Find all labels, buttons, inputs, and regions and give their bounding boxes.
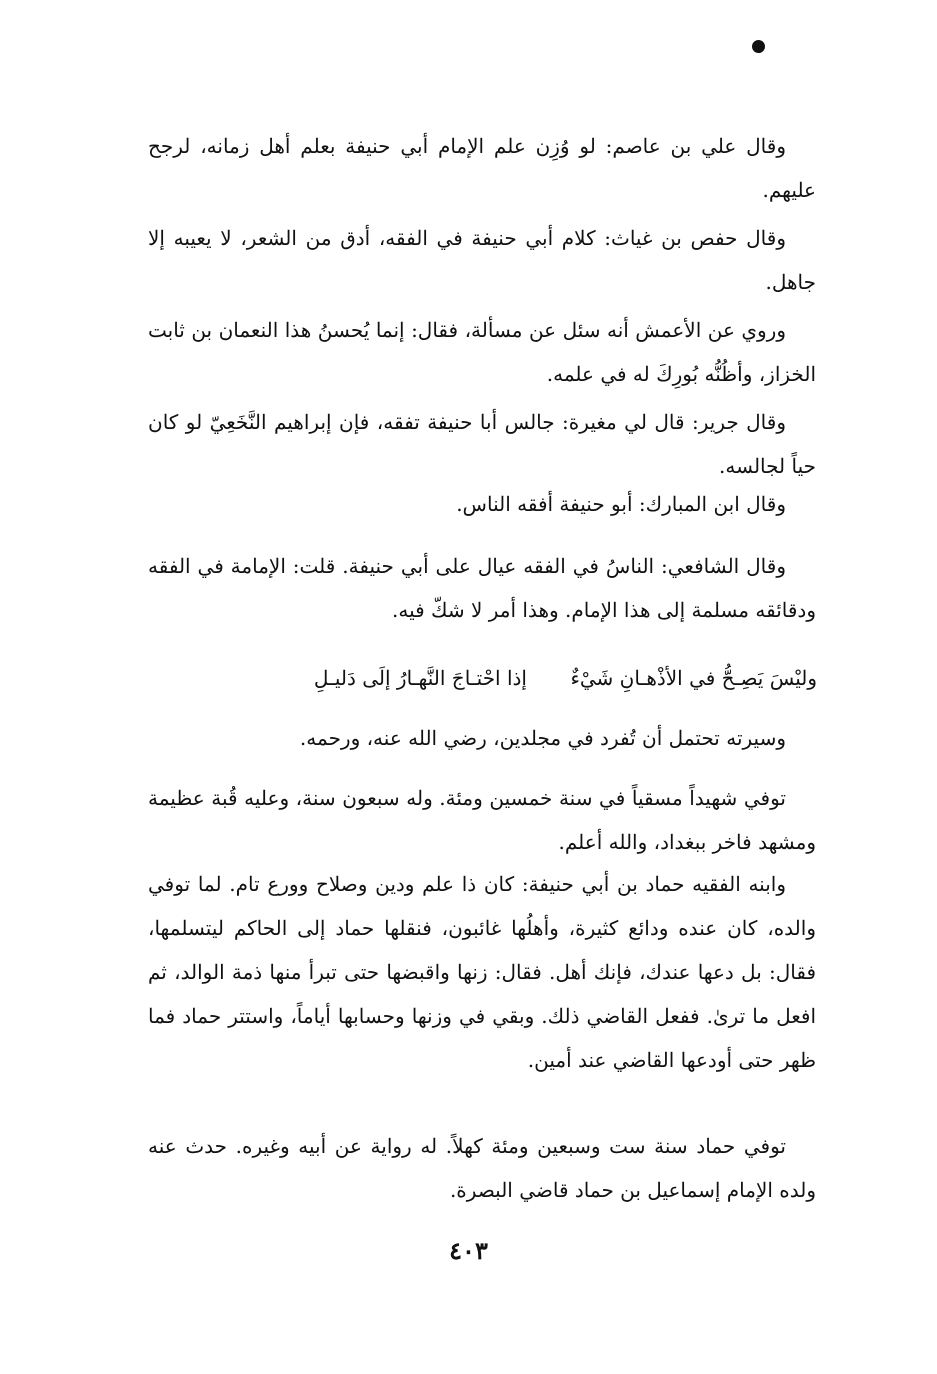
paragraph-jarir: وقال جرير: قال لي مغيرة: جالس أبا حنيفة تفقه، فإن إبراهيم النَّخَعِيّ لو كان حياً لجالسه. xyxy=(148,410,816,478)
paragraph-al-shafii: وقال الشافعي: الناسُ في الفقه عيال على أبي حنيفة. قلت: الإمامة في الفقه ودقائقه مسلمة إلى هذا الإمام. وهذا أمر لا شكّ فيه. xyxy=(148,554,816,622)
paragraph-biography: وسيرته تحتمل أن تُفرد في مجلدين، رضي الله عنه، ورحمه. xyxy=(299,726,786,750)
paragraph-death: توفي شهيداً مسقياً في سنة خمسين ومئة. وله سبعون سنة، وعليه قُبة عظيمة ومشهد فاخر ببغداد، والله أعلم. xyxy=(148,786,816,854)
paragraph-al-amash: وروي عن الأعمش أنه سئل عن مسألة، فقال: إنما يُحسنُ هذا النعمان بن ثابت الخزاز، وأظُنُّه بُورِكَ له في علمه. xyxy=(148,318,816,386)
paragraph-hammad-death: توفي حماد سنة ست وسبعين ومئة كهلاً. له رواية عن أبيه وغيره. حدث عنه ولده الإمام إسماعيل بن حماد قاضي البصرة. xyxy=(148,1134,816,1202)
verse-hemistich-first: وليْسَ يَصِـحُّ في الأذْهـانِ شَيْءٌ xyxy=(570,666,817,690)
paragraph-ali-ibn-asim: وقال علي بن عاصم: لو وُزِن علم الإمام أبي حنيفة بعلم أهل زمانه، لرجح عليهم. xyxy=(148,134,816,202)
paragraph-hafs-ibn-ghiyath: وقال حفص بن غياث: كلام أبي حنيفة في الفقه، أدق من الشعر، لا يعيبه إلا جاهل. xyxy=(148,226,816,294)
page-number: ٤٠٣ xyxy=(449,1236,488,1265)
paragraph-hammad: وابنه الفقيه حماد بن أبي حنيفة: كان ذا علم ودين وصلاح وورع تام. لما توفي والده، كان عنده ودائع كثيرة، وأهلُها غائبون، فنقلها حماد إلى الحاكم ليتسلمها، فقال: بل دعها عندك، فإنك أهل. فقال: زنها واقبضها حتى تبرأ منها ذمة الوالد، ثم افعل ما ترىٰ. ففعل القاضي ذلك. وبقي في وزنها وحسابها أياماً، واستتر حماد فما ظهر حتى أودعها القاضي عند أمين. xyxy=(148,872,816,1072)
bullet-dot-icon xyxy=(752,40,765,53)
paragraph-ibn-al-mubarak: وقال ابن المبارك: أبو حنيفة أفقه الناس. xyxy=(456,492,786,516)
verse-hemistich-second: إذا احْتـاجَ النَّهـارُ إلَى دَليـلِ xyxy=(313,666,527,690)
